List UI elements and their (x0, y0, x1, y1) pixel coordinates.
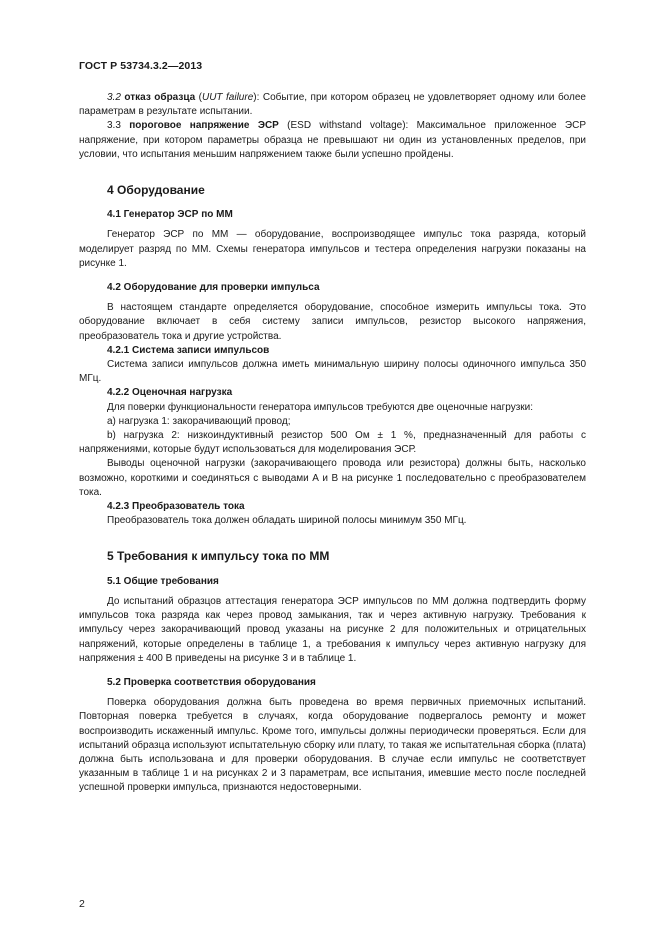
definition-term: пороговое напряжение ЭСР (129, 120, 279, 132)
section-4-2-title: 4.2 Оборудование для проверки импульса (107, 282, 320, 294)
section-4-2-2-text-2: Выводы оценочной нагрузки (закорачивающего провода или резистора) должны быть, насколько возможно, короткими и соединяться с выводами А и В на рисунке 1 последовательно с преобразователем тока. (79, 458, 586, 498)
section-5-1-title: 5.1 Общие требования (107, 575, 219, 587)
section-4-2-2-title: 4.2.2 Оценочная нагрузка (107, 387, 233, 399)
section-4-2-3-text: Преобразователь тока должен обладать шириной полосы минимум 350 МГц. (107, 515, 467, 527)
definition-term: отказ образца (124, 92, 196, 103)
list-item-b: b) нагрузка 2: низкоиндуктивный резистор 500 Ом ± 1 %, предназначенный для работы с напряжениями, которые будут использоваться для моделирования ЭСР. (79, 430, 586, 456)
document-header: ГОСТ Р 53734.3.2—2013 (79, 60, 203, 72)
section-4-1-text: Генератор ЭСР по ММ — оборудование, воспроизводящее импульс тока разряда, который моделирует разряд по ММ. Схемы генератора импульсов и тестера определения нагрузки показаны на рисунке 1. (79, 229, 586, 269)
section-5-1-text: До испытаний образцов аттестация генератора ЭСР импульсов по ММ должна подтвердить форму импульсов тока разряда как через провод замыкания, так и через активную нагрузку. Требования к импульсу через закорачивающий провод указаны на рисунке 2 для положительных и отрицательных напряжений, которые определены в таблице 1, а требования к импульсу через активную нагрузку для напряжения ± 400 В приведены на рисунке 3 и в таблице 1. (79, 595, 586, 664)
section-5-2-title: 5.2 Проверка соответствия оборудования (107, 676, 316, 688)
definition-text: ): Событие, при котором образец не удовлетворяет одному или более параметрам в результате испытании. (79, 92, 586, 118)
section-4-2-3-title: 4.2.3 Преобразователь тока (107, 501, 245, 513)
definition-text: (ESD withstand voltage): Максимальное приложенное ЭСР напряжение, при котором параметры образца не превышают ни один из установленных пределов, при условии, что испытания меньшим напряжением также были успешно пройдены. (79, 120, 587, 160)
section-4-2-text: В настоящем стандарте определяется оборудование, способное измерить импульсы тока. Это оборудование включает в себя систему записи импульсов, резистор высокого напряжения, преобразователь тока и другие устройства. (79, 302, 586, 342)
section-4-2-1-title: 4.2.1 Система записи импульсов (107, 344, 270, 356)
document-body (79, 91, 586, 796)
section-4-1-title: 4.1 Генератор ЭСР по ММ (107, 209, 233, 221)
section-4-title: 4 Оборудование (107, 183, 205, 198)
definition-paren: ( (195, 92, 202, 103)
section-4-2-2-text: Для поверки функциональности генератора импульсов требуются две оценочные нагрузки: (107, 401, 534, 413)
definition-term-en: UUT failure (201, 92, 254, 103)
section-5-title: 5 Требования к импульсу тока по ММ (107, 549, 330, 564)
section-5-2-text: Поверка оборудования должна быть проведена во время первичных приемочных испытаний. Повторная поверка требуется в случаях, когда оборудование подвергалось ремонту и может воспроизводить искаженный импульс. Кроме того, импульсы должны периодически проверяться. Если для испытаний образца используют испытательную сборку или плату, то такая же испытательная сборка (плата) должна быть использована и для проверки оборудования. В случае если импульс не соответствует указанным в таблице 1 и на рисунках 2 и 3 параметрам, все испытания, имевшие место после последней успешной проверки импульса, признаются недостоверными. (79, 697, 586, 794)
definition-3-2 (79, 91, 586, 119)
definition-3-3 (79, 119, 586, 162)
definition-number: 3.3 (107, 120, 121, 132)
definition-number: 3.2 (107, 92, 121, 103)
section-4-2-1-text: Система записи импульсов должна иметь минимальную ширину полосы одиночного импульса 350 МГц. (79, 359, 586, 385)
page-number: 2 (79, 898, 85, 910)
list-item-a: а) нагрузка 1: закорачивающий провод; (107, 415, 291, 427)
